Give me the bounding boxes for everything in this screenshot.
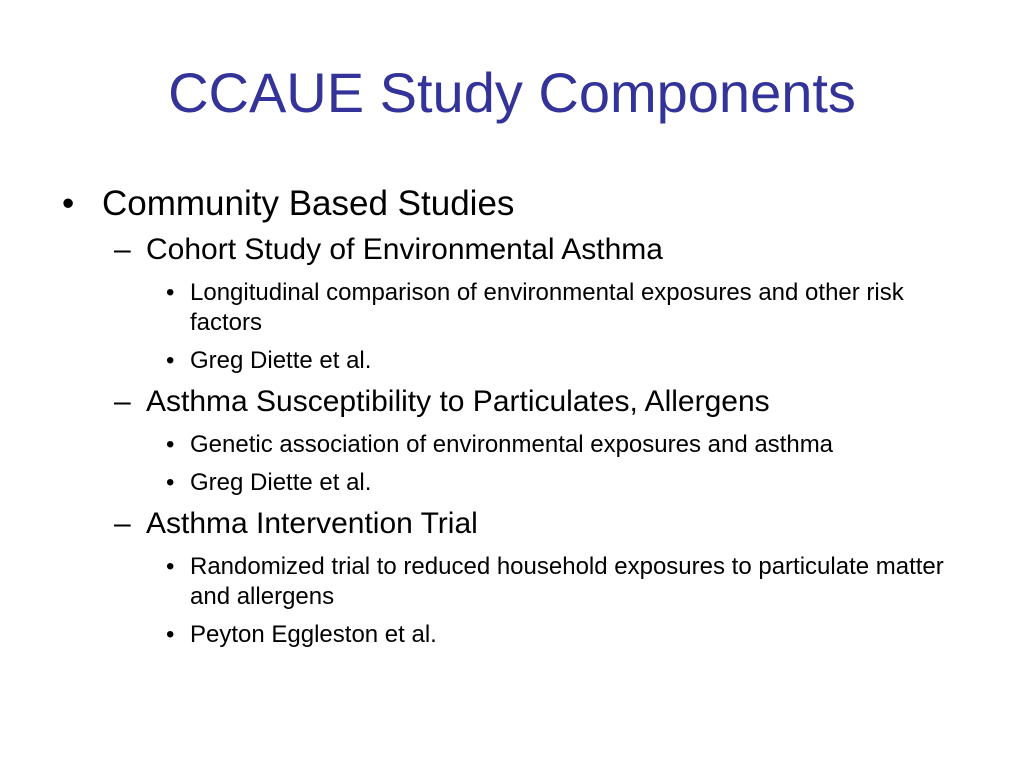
bullet-text: Randomized trial to reduced household exposures to particulate matter and allergens <box>190 553 944 610</box>
bullet-level1-community-based-studies <box>0 180 1024 228</box>
bullet-marker: • <box>166 553 175 580</box>
dash-marker: – <box>114 507 131 540</box>
bullet-text: Greg Diette et al. <box>190 347 372 374</box>
bullet-text: Community Based Studies <box>102 184 515 223</box>
bullet-marker: • <box>166 469 175 496</box>
bullet-level3-item <box>0 468 1024 498</box>
bullet-text: Longitudinal comparison of environmental exposures and other risk factors <box>190 279 904 336</box>
bullet-text: Asthma Intervention Trial <box>146 507 478 540</box>
bullet-marker: • <box>62 184 75 223</box>
bullet-level3-item <box>0 620 1024 650</box>
bullet-marker: • <box>166 347 175 374</box>
bullet-text: Cohort Study of Environmental Asthma <box>146 233 663 266</box>
dash-marker: – <box>114 233 131 266</box>
bullet-level3-item <box>0 552 1024 612</box>
bullet-level2-cohort-study <box>0 232 1024 268</box>
bullet-text: Greg Diette et al. <box>190 469 372 496</box>
bullet-marker: • <box>166 279 175 306</box>
bullet-text: Peyton Eggleston et al. <box>190 621 437 648</box>
bullet-text: Genetic association of environmental exposures and asthma <box>190 431 834 458</box>
bullet-level2-asthma-susceptibility <box>0 384 1024 420</box>
bullet-level3-item <box>0 278 1024 338</box>
bullet-marker: • <box>166 431 175 458</box>
bullet-list <box>0 180 1024 658</box>
bullet-level2-asthma-intervention-trial <box>0 506 1024 542</box>
bullet-level3-item <box>0 346 1024 376</box>
bullet-text: Asthma Susceptibility to Particulates, Allergens <box>146 385 770 418</box>
slide-title: CCAUE Study Components <box>168 61 856 124</box>
bullet-level3-item <box>0 430 1024 460</box>
bullet-marker: • <box>166 621 175 648</box>
dash-marker: – <box>114 385 131 418</box>
